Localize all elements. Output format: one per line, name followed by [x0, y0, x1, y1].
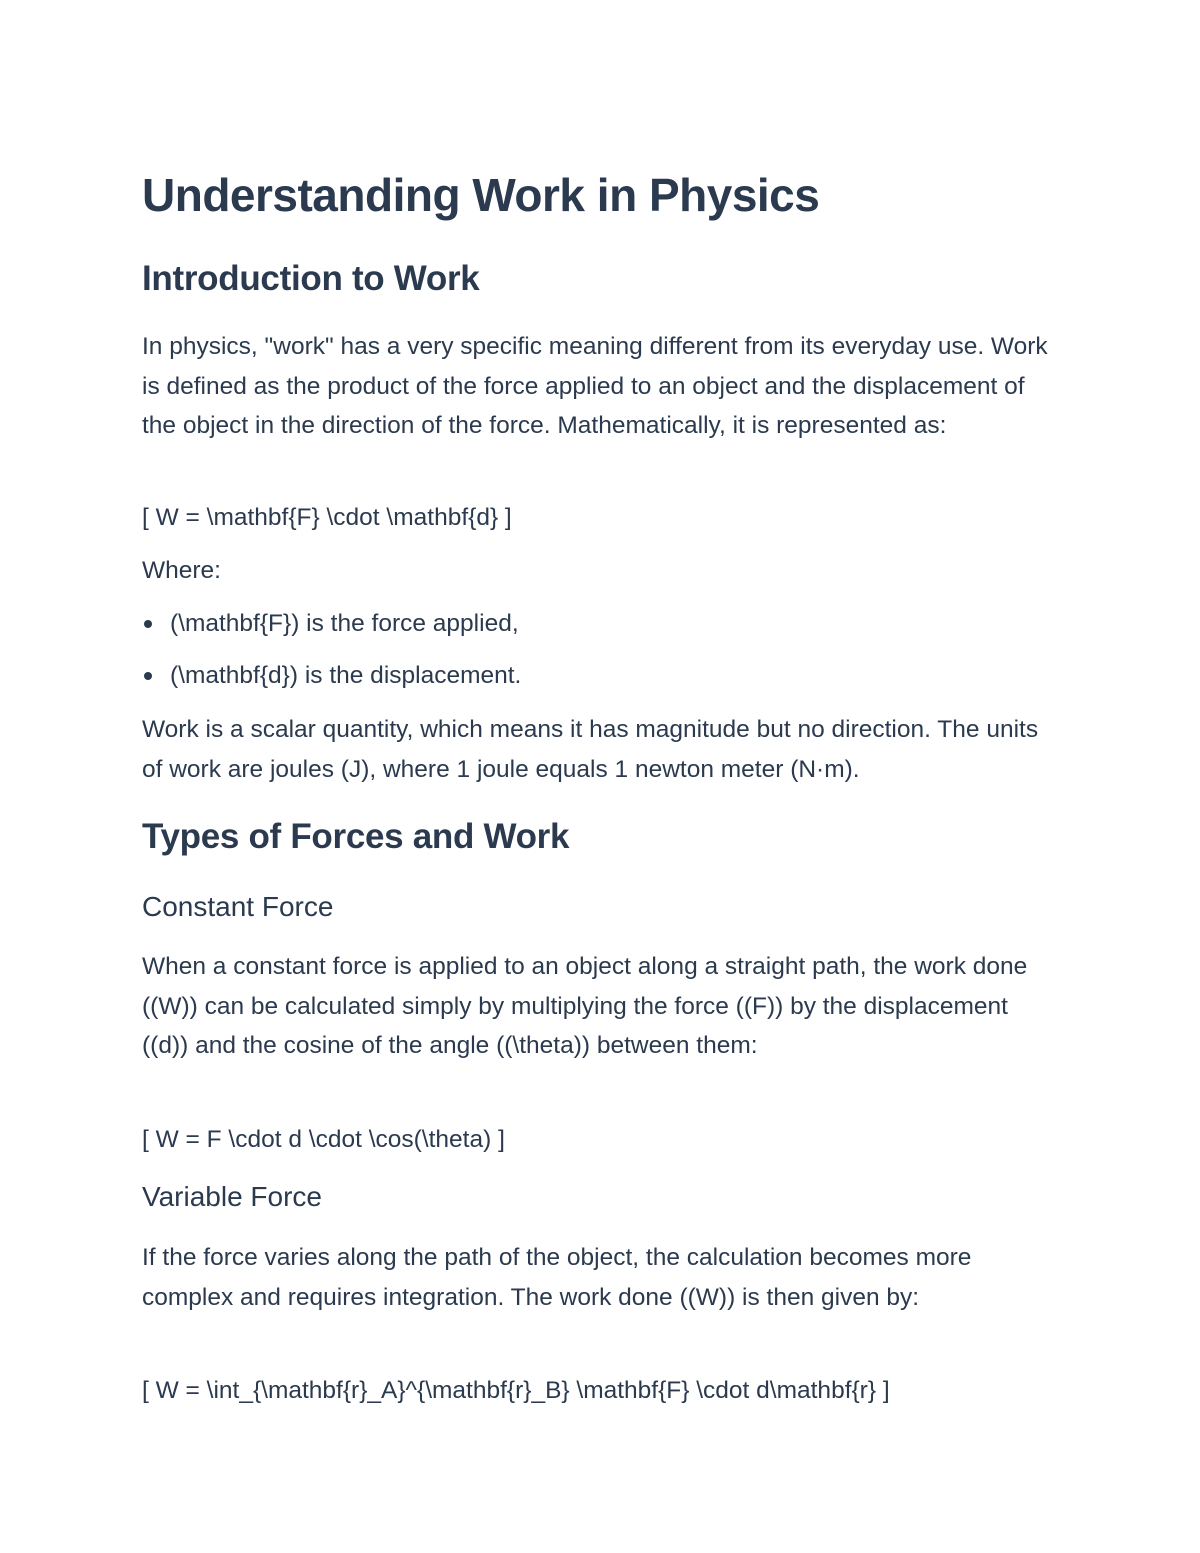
variable-force-paragraph: If the force varies along the path of the object, the calculation becomes more complex and requires integration. The work done ((W)) is then given by:: [142, 1244, 972, 1311]
scalar-paragraph: Work is a scalar quantity, which means it has magnitude but no direction. The units of work are joules (J), where 1 joule equals 1 newton meter (N·m).: [142, 716, 1039, 783]
subsection-heading-constant-force: Constant Force: [142, 891, 334, 922]
list-item: [142, 656, 521, 708]
section-heading-introduction: Introduction to Work: [142, 259, 480, 298]
constant-force-paragraph: When a constant force is applied to an object along a straight path, the work done ((W)) can be calculated simply by multiplying the force ((F)) by the displacement ((d)) and the cosine of the angle ((\theta)) between them:: [142, 953, 1028, 1059]
bullet-icon: [144, 672, 152, 680]
list-item-text: (\mathbf{F}) is the force applied,: [170, 610, 519, 637]
subsection-heading-variable-force: Variable Force: [142, 1181, 323, 1212]
where-label: Where:: [142, 557, 221, 584]
intro-paragraph: In physics, "work" has a very specific meaning different from its everyday use. Work is defined as the product of the force applied to an object and the displacement of the object in the direction of the force. Mathematically, it is represented as:: [142, 333, 1048, 439]
variable-force-formula: [ W = \int_{\mathbf{r}_A}^{\mathbf{r}_B} \mathbf{F} \cdot d\mathbf{r} ]: [142, 1377, 890, 1404]
work-formula: [ W = \mathbf{F} \cdot \mathbf{d} ]: [142, 504, 512, 531]
document-title: Understanding Work in Physics: [142, 169, 820, 221]
variable-definitions-list: [142, 604, 521, 708]
bullet-icon: [144, 620, 152, 628]
constant-force-formula: [ W = F \cdot d \cdot \cos(\theta) ]: [142, 1126, 505, 1153]
list-item-text: (\mathbf{d}) is the displacement.: [170, 662, 522, 689]
list-item: [142, 604, 521, 656]
section-heading-types: Types of Forces and Work: [142, 817, 570, 856]
